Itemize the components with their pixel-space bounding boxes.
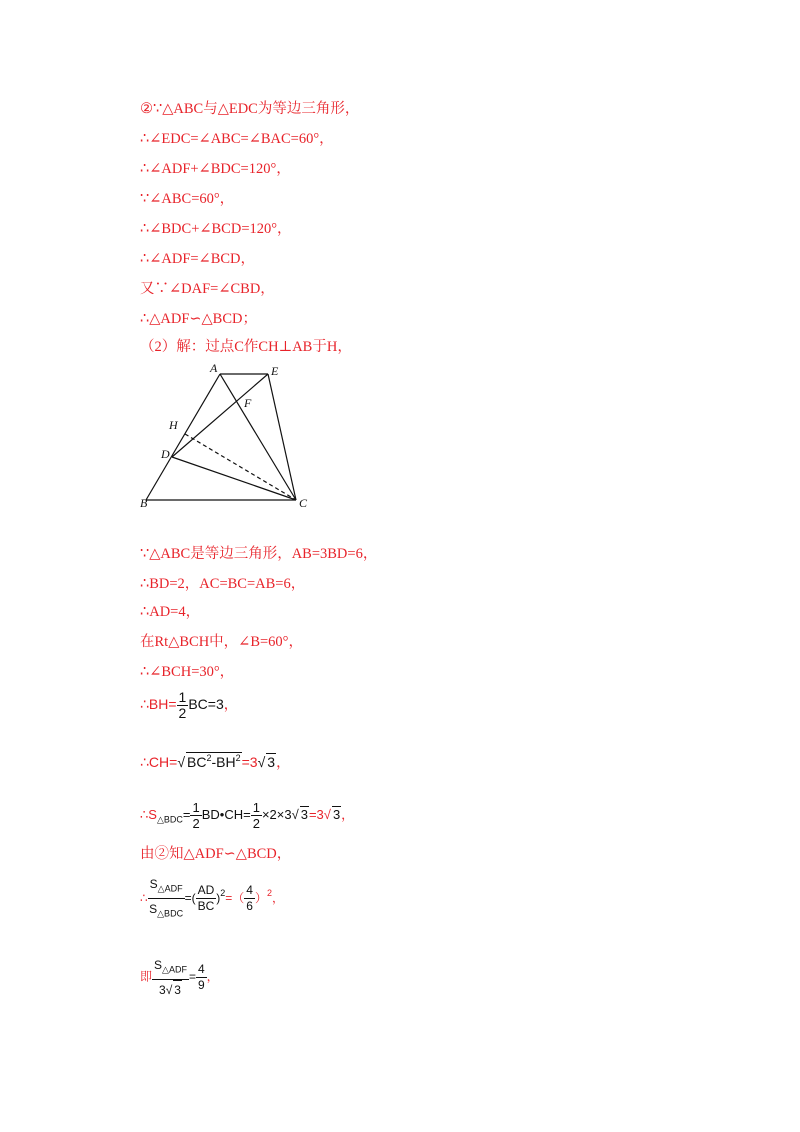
equation-ratio: ∴ $\frac{S_{\triangle ADF}}{S_{\triangle BDC}}$ =( $\frac{AD}{BC}$ )$^2$=（ $\frac{4}{6}$ ）$^2$， [140,874,284,924]
line-3: ∴∠ADF+∠BDC=120°， [140,161,291,177]
sqrt-icon: √ [177,754,185,770]
equation-bh: ∴BH= $\frac{1}{2}$ BC=3， [140,689,238,721]
sqrt-icon: √ [165,983,173,998]
line-12: ∴AD=4， [140,604,201,620]
segment-AB [146,374,220,500]
line-10: ∵△ABC是等边三角形，AB=3BD=6， [140,546,378,562]
equation-area-bdc: $\therefore S_{\triangle BDC}=$ $\frac{1}{2}$ BD•CH= $\frac{1}{2}$ ×2×3√ 3=3√ 3， [140,800,355,831]
equation-ch: ∴CH=√ $BC^2-BH^2=3√$ 3， [140,753,291,770]
line-13: 在Rt△BCH中，∠B=60°， [140,634,303,650]
label-C: C [299,496,308,510]
line-8: ∴△ADF∽△BCD； [140,311,257,327]
eq-bh-tail: BC=3 [188,696,224,713]
segment-EC [268,374,296,500]
line-11: ∴BD=2，AC=BC=AB=6， [140,576,306,592]
sqrt-icon: √ [257,754,266,770]
label-E: E [271,364,279,378]
label-H: H [169,418,178,432]
label-D: D [161,447,170,461]
segment-AC [220,374,296,500]
line-15: 由②知△ADF∽△BCD， [140,846,292,862]
geometry-figure [138,362,313,512]
label-F: F [244,396,252,410]
line-6: ∴∠ADF=∠BCD， [140,251,256,267]
line-9: （2）解：过点C作CH⊥AB于H， [140,339,352,355]
radicand-bc-bh: $BC^2-BH^2$ [187,753,241,770]
label-A: A [210,362,218,375]
line-7: 又∵∠DAF=∠CBD， [140,281,275,297]
segment-ED [172,374,268,457]
equation-final: 即 $\frac{S_{\triangle ADF}}{3√ 3}$ = $\frac{4}{9}$ ， [140,955,219,999]
eq-bh-prefix: ∴BH= [140,696,177,713]
line-5: ∴∠BDC+∠BCD=120°， [140,221,292,237]
label-B: B [140,496,148,510]
line-1: ②∵△ABC与△EDC为等边三角形， [140,101,360,117]
sqrt-icon: √ [291,806,299,822]
line-14: ∴∠BCH=30°， [140,664,235,680]
fraction-one-half: $\frac{1}{2}$ [178,689,187,721]
line-4: ∵∠ABC=60°， [140,191,235,207]
line-2: ∴∠EDC=∠ABC=∠BAC=60°， [140,131,334,147]
sqrt-icon: √ [323,806,331,822]
